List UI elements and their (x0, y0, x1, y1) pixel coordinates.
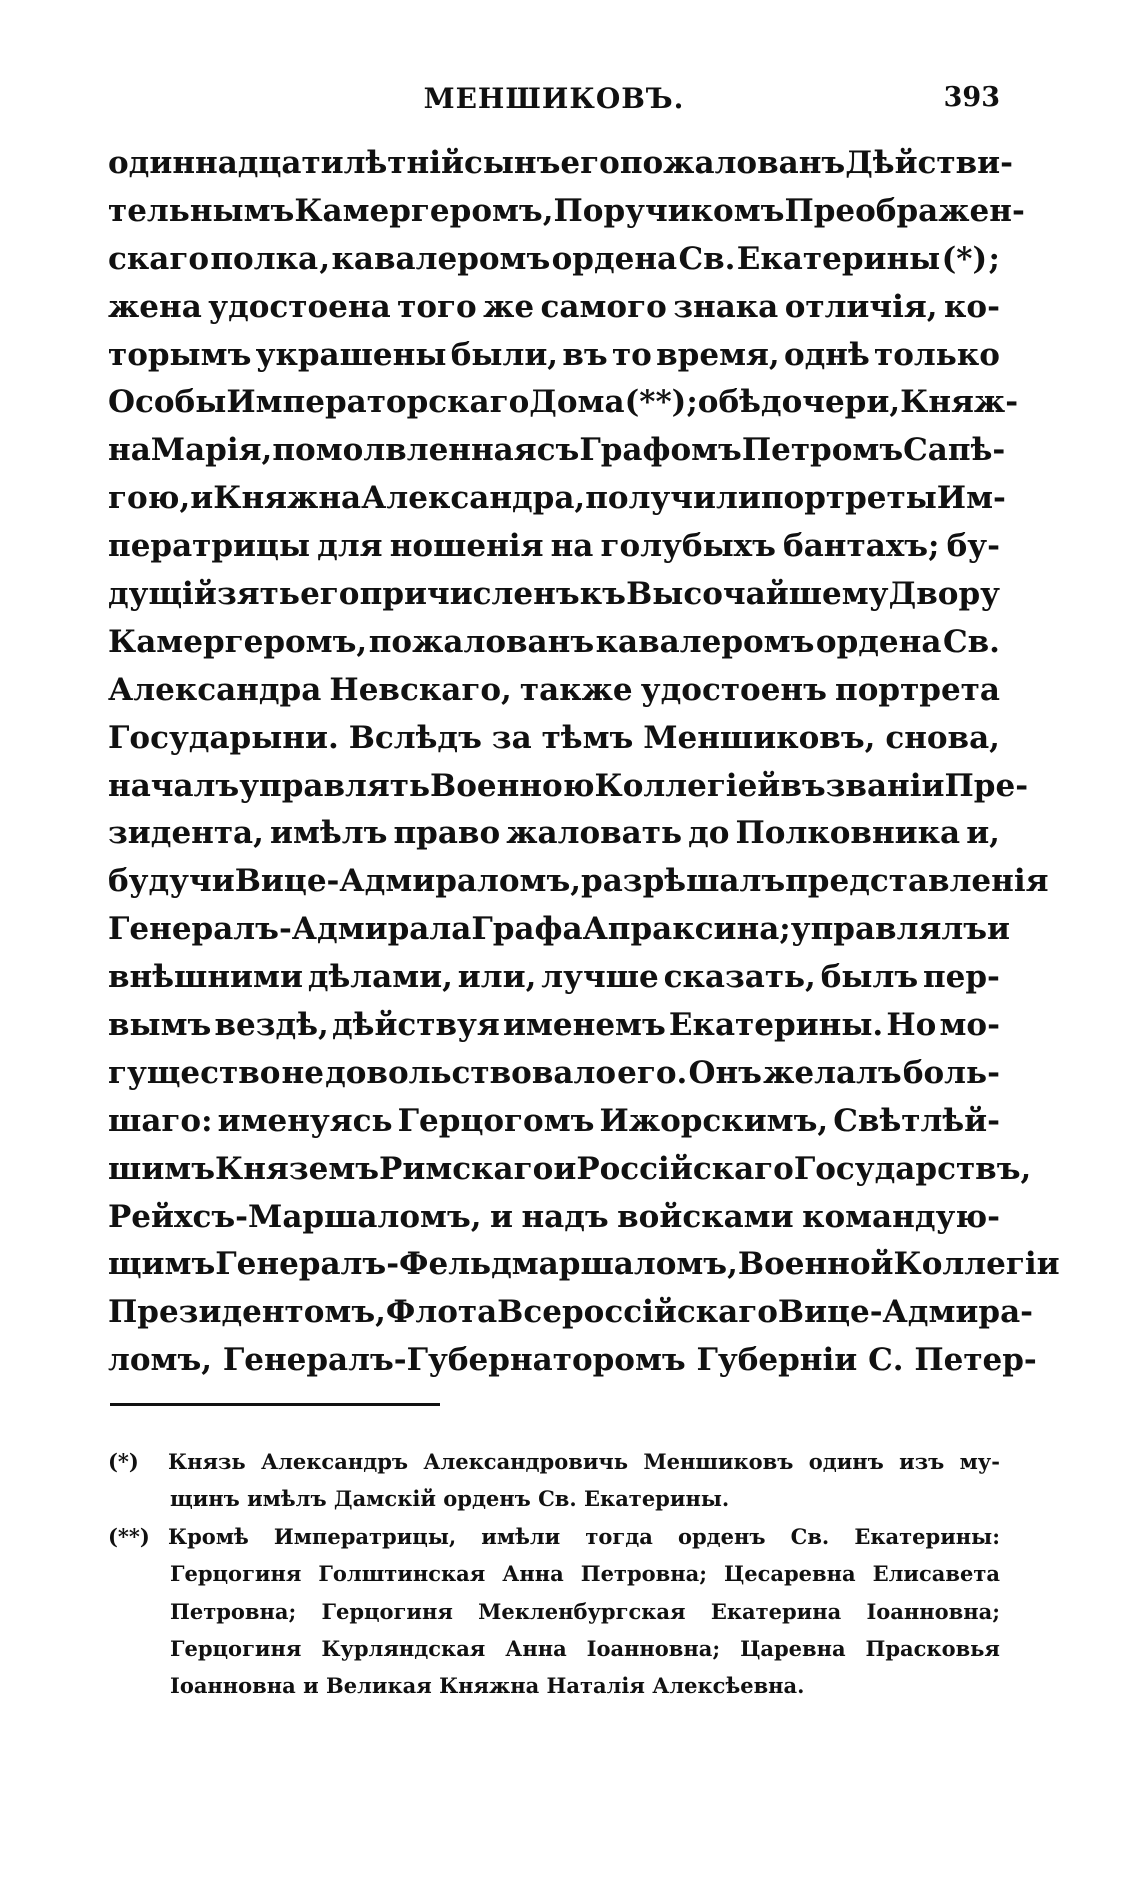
page-number: 393 (943, 82, 1000, 113)
footnote-line: Іоанновна и Великая Княжна Наталія Алексѣевна. (170, 1673, 805, 1699)
body-line: Государыни. Вслѣдъ за тѣмъ Меншиковъ, снова, (108, 719, 1000, 756)
body-line: шимъ Княземъ Римскаго и Россійскаго Государствъ, (108, 1150, 1032, 1187)
body-line: щимъ Генералъ-Фельдмаршаломъ, Военной Коллегіи (108, 1246, 1060, 1283)
footnote-line: Герцогиня Курляндская Анна Іоанновна; Царевна Прасковья (170, 1635, 1000, 1661)
footnote-line: (**) Кромѣ Императрицы, имѣли тогда орденъ Св. Екатерины: (108, 1518, 1000, 1555)
body-line: вымъ вездѣ, дѣйствуя именемъ Екатерины. Но мо- (108, 1007, 1000, 1044)
body-line: Президентомъ, Флота Всероссійскаго Вице-Адмира- (108, 1294, 1034, 1331)
body-line: тельнымъ Камергеромъ, Поручикомъ Преображен- (108, 192, 1025, 229)
body-text (108, 140, 1060, 1385)
footnotes (108, 1443, 1000, 1705)
body-line: ломъ, Генералъ-Губернаторомъ Губерніи С. Петер- (108, 1342, 1037, 1379)
body-line: шаго: именуясь Герцогомъ Ижорскимъ, Свѣтлѣй- (108, 1102, 1000, 1139)
body-line: зидента, имѣлъ право жаловать до Полковника и, (108, 815, 1000, 852)
body-line: будучи Вице-Адмираломъ, разрѣшалъ представленія (108, 863, 1049, 900)
body-line: внѣшними дѣлами, или, лучше сказать, былъ пер- (108, 959, 1000, 996)
body-line: одиннадцатилѣтній сынъ его пожалованъ Дѣйстви- (108, 145, 1014, 181)
body-line: Генералъ-Адмирала Графа Апраксина; управлялъ и (108, 911, 1010, 948)
body-line: гущество не довольствовало его. Онъ желалъ боль- (108, 1054, 1000, 1091)
running-head (108, 82, 1000, 122)
body-line: Камергеромъ, пожалованъ кавалеромъ ордена Св. (108, 623, 1000, 660)
footnote-rule (110, 1403, 440, 1406)
footnote-mark: (*) (108, 1449, 139, 1474)
body-line: Особы Императорскаго Дома (**); обѣ дочери, Княж- (108, 384, 1019, 421)
running-head-title: МЕНШИКОВЪ. (423, 82, 685, 115)
footnote-line: Петровна; Герцогиня Мекленбургская Екатерина Іоанновна; (170, 1598, 1000, 1624)
body-line: началъ управлять Военною Коллегіей въ званіи Пре- (108, 767, 1029, 804)
body-line: на Марія, помолвленная съ Графомъ Петромъ Сапѣ- (108, 432, 1006, 469)
footnote-mark: (**) (108, 1523, 150, 1549)
body-line: гою, и Княжна Александра, получили портреты Им- (108, 480, 1006, 517)
footnote-line: щинъ имѣлъ Дамскій орденъ Св. Екатерины. (170, 1486, 730, 1512)
body-line: ператрицы для ношенія на голубыхъ бантахъ; бу- (108, 528, 1000, 565)
body-line: скаго полка , кавалеромъ ордена Св. Екатерины (*) ; (108, 240, 1000, 277)
body-line: дущій зять его причисленъ къ Высочайшему Двору (108, 576, 1000, 613)
footnote-line: Герцогиня Голштинская Анна Петровна; Цесаревна Елисавета (170, 1561, 1000, 1587)
body-line: торымъ украшены были, въ то время, однѣ только (108, 336, 1000, 373)
body-line: жена удостоена того же самого знака отличія, ко- (108, 288, 1000, 325)
footnote-line: (*) Князь Александръ Александровичь Меншиковъ одинъ изъ му- (108, 1443, 1000, 1480)
body-line: Александра Невскаго, также удостоенъ портрета (108, 671, 1000, 708)
body-line: Рейхсъ-Маршаломъ, и надъ войсками командую- (108, 1198, 1000, 1235)
